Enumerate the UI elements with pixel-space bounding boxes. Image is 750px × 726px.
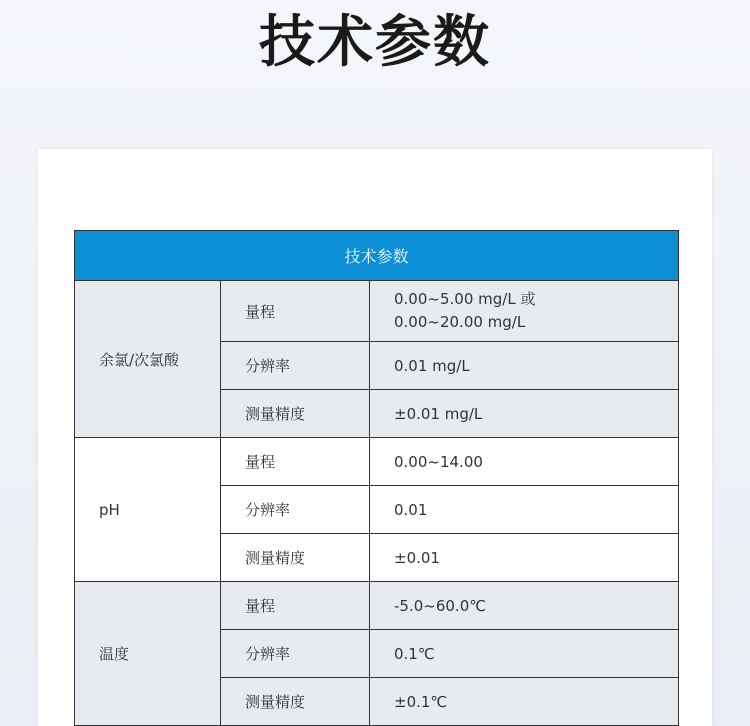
param-label: 分辨率 — [221, 630, 370, 678]
table-row — [75, 438, 679, 486]
param-value: 0.1℃ — [370, 630, 679, 678]
spec-table — [74, 230, 679, 726]
table-header: 技术参数 — [75, 231, 679, 281]
param-value: -5.0~60.0℃ — [370, 582, 679, 630]
group-name-ph: pH — [75, 438, 221, 582]
page-title: 技术参数 — [259, 10, 491, 75]
group-name-chlorine: 余氯/次氯酸 — [75, 281, 221, 438]
param-label: 分辨率 — [221, 342, 370, 390]
group-name-temperature: 温度 — [75, 582, 221, 726]
param-value: ±0.01 — [370, 534, 679, 582]
param-value: ±0.01 mg/L — [370, 390, 679, 438]
value-line: 0.00~5.00 mg/L 或 — [394, 290, 536, 308]
param-value — [370, 281, 679, 342]
param-label: 量程 — [221, 438, 370, 486]
param-label: 量程 — [221, 582, 370, 630]
param-label: 分辨率 — [221, 486, 370, 534]
param-label: 测量精度 — [221, 534, 370, 582]
param-label: 测量精度 — [221, 678, 370, 726]
param-value: 0.00~14.00 — [370, 438, 679, 486]
param-value: 0.01 mg/L — [370, 342, 679, 390]
param-label: 量程 — [221, 281, 370, 342]
table-row — [75, 582, 679, 630]
value-line: 0.00~20.00 mg/L — [394, 313, 526, 331]
param-value: 0.01 — [370, 486, 679, 534]
param-value: ±0.1℃ — [370, 678, 679, 726]
table-row — [75, 281, 679, 342]
param-label: 测量精度 — [221, 390, 370, 438]
